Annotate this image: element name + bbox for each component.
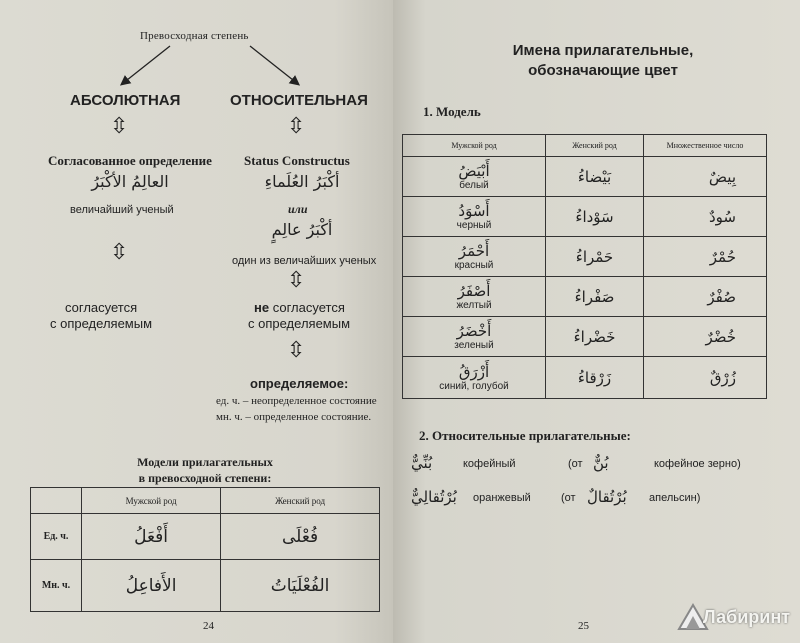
page-number-left: 24: [203, 620, 214, 632]
section-model: 1. Модель: [423, 104, 481, 119]
cell-masc: [403, 157, 546, 197]
cell-fem: زَرْقاءُ: [546, 357, 644, 399]
cell-plural: سُودٌ: [644, 197, 767, 237]
table-header-masc: Мужской род: [82, 488, 221, 514]
cell-plural: زُرْقٌ: [644, 357, 767, 399]
right-title-2: обозначающие цвет: [528, 62, 678, 79]
rel-arabic-1: أكْبَرُ العُلَماءِ: [264, 172, 340, 191]
rel-note-rest: согласуется: [269, 300, 345, 315]
abs-note-2: с определяемым: [50, 316, 153, 331]
table-row: [31, 514, 380, 560]
table-header-row: [31, 488, 380, 514]
cell-masc: الأَفاعِلُ: [82, 560, 221, 612]
cell-fem: سَوْداءُ: [546, 197, 644, 237]
double-arrow-icon: ⇳: [287, 338, 306, 363]
relative-title: ОТНОСИТЕЛЬНАЯ: [230, 92, 368, 109]
row-label: Мн. ч.: [31, 560, 82, 612]
abs-subtitle: Согласованное определение: [48, 153, 212, 168]
models-title-1: Модели прилагательных: [137, 455, 273, 469]
defined-label: определяемое:: [250, 376, 349, 391]
sg-line: ед. ч. – неопределенное состояние: [216, 395, 377, 407]
cell-plural: صُفْرٌ: [644, 277, 767, 317]
masc-arabic: أَبْيَضُ: [458, 162, 490, 180]
relative-row: [411, 486, 791, 514]
double-arrow-icon: ⇳: [287, 268, 306, 293]
watermark-text: Лабиринт: [703, 607, 791, 627]
relative-row: [411, 452, 791, 480]
table-header-blank: [31, 488, 82, 514]
right-title-1: Имена прилагательные,: [512, 42, 694, 59]
relative-from: (от: [561, 492, 576, 504]
rel-note-neg: не: [254, 300, 270, 315]
masc-arabic: أَصْفَرُ: [457, 282, 491, 300]
arrow-left: [122, 46, 170, 84]
cell-fem: فُعْلَى: [221, 514, 380, 560]
page-number-right: 25: [578, 620, 589, 632]
table-row: [403, 357, 767, 399]
table-header-fem: Женский род: [221, 488, 380, 514]
relative-arabic: بُرْتُقالِيٌّ: [411, 488, 457, 506]
rel-gloss: один из величайших ученых: [232, 255, 377, 267]
masc-gloss: синий, голубой: [439, 381, 509, 392]
masc-arabic: أَزْرَقُ: [458, 363, 490, 381]
cell-fem: صَفْراءُ: [546, 277, 644, 317]
rel-subtitle: Status Constructus: [244, 153, 350, 168]
pl-line: мн. ч. – определенное состояние.: [216, 411, 372, 423]
right-page: [393, 0, 800, 643]
double-arrow-icon: ⇳: [287, 114, 306, 139]
cell-fem: خَضْراءُ: [546, 317, 644, 357]
cell-fem: الفُعْلَيَاتُ: [221, 560, 380, 612]
masc-gloss: зеленый: [454, 340, 494, 351]
superlative-heading: Превосходная степень: [140, 30, 249, 42]
table-row: [403, 317, 767, 357]
table-row: [31, 560, 380, 612]
table-header-masc: Мужской род: [403, 135, 546, 157]
relative-from: (от: [568, 458, 583, 470]
cell-plural: حُمْرٌ: [644, 237, 767, 277]
arrow-right: [250, 46, 298, 84]
table-header-plural: Множественное число: [644, 135, 767, 157]
masc-gloss: черный: [456, 220, 492, 231]
cell-masc: [403, 237, 546, 277]
superlative-models-table: [30, 487, 380, 612]
watermark-logo: [675, 597, 795, 637]
table-row: [403, 157, 767, 197]
cell-fem: حَمْراءُ: [546, 237, 644, 277]
double-arrow-icon: ⇳: [110, 240, 129, 265]
cell-masc: [403, 357, 546, 399]
cell-masc: [403, 277, 546, 317]
relative-meaning: кофейный: [463, 458, 516, 470]
cell-masc: [403, 197, 546, 237]
masc-gloss: красный: [454, 260, 494, 271]
masc-arabic: أَحْمَرُ: [458, 242, 490, 260]
table-header-row: [403, 135, 767, 157]
row-label: Ед. ч.: [31, 514, 82, 560]
cell-masc: أَفْعَلُ: [82, 514, 221, 560]
relative-meaning: оранжевый: [473, 492, 531, 504]
table-row: [403, 237, 767, 277]
rel-note-2: с определяемым: [248, 316, 351, 331]
color-table: [402, 134, 767, 399]
abs-gloss: величайший ученый: [70, 204, 174, 216]
relative-arabic: بُنِّيٌّ: [411, 454, 433, 472]
rel-note-1: [254, 300, 345, 315]
models-title-2: в превосходной степени:: [138, 471, 272, 485]
table-row: [403, 277, 767, 317]
cell-masc: [403, 317, 546, 357]
double-arrow-icon: ⇳: [110, 114, 129, 139]
or-word: или: [288, 202, 308, 216]
relative-source-meaning: кофейное зерно): [654, 458, 741, 470]
rel-arabic-2: أكْبَرُ عالِمٍ: [271, 220, 333, 239]
cell-plural: بِيضٌ: [644, 157, 767, 197]
table-header-fem: Женский род: [546, 135, 644, 157]
section-relative: 2. Относительные прилагательные:: [419, 428, 631, 443]
cell-fem: بَيْضاءُ: [546, 157, 644, 197]
masc-gloss: желтый: [456, 300, 492, 311]
table-row: [403, 197, 767, 237]
relative-source: بُرْتُقالٌ: [587, 488, 627, 506]
masc-arabic: أَخْضَرُ: [456, 322, 492, 340]
masc-arabic: أَسْوَدُ: [458, 202, 490, 220]
relative-source-meaning: апельсин): [649, 492, 701, 504]
branch-arrows: [110, 40, 310, 95]
abs-arabic: العالِمُ الأكْبَرُ: [91, 172, 169, 191]
abs-note-1: согласуется: [65, 300, 138, 315]
cell-plural: خُضْرٌ: [644, 317, 767, 357]
masc-gloss: белый: [459, 180, 489, 191]
relative-source: بُنٌّ: [593, 454, 609, 472]
absolute-title: АБСОЛЮТНАЯ: [70, 92, 181, 109]
left-page: [0, 0, 393, 643]
